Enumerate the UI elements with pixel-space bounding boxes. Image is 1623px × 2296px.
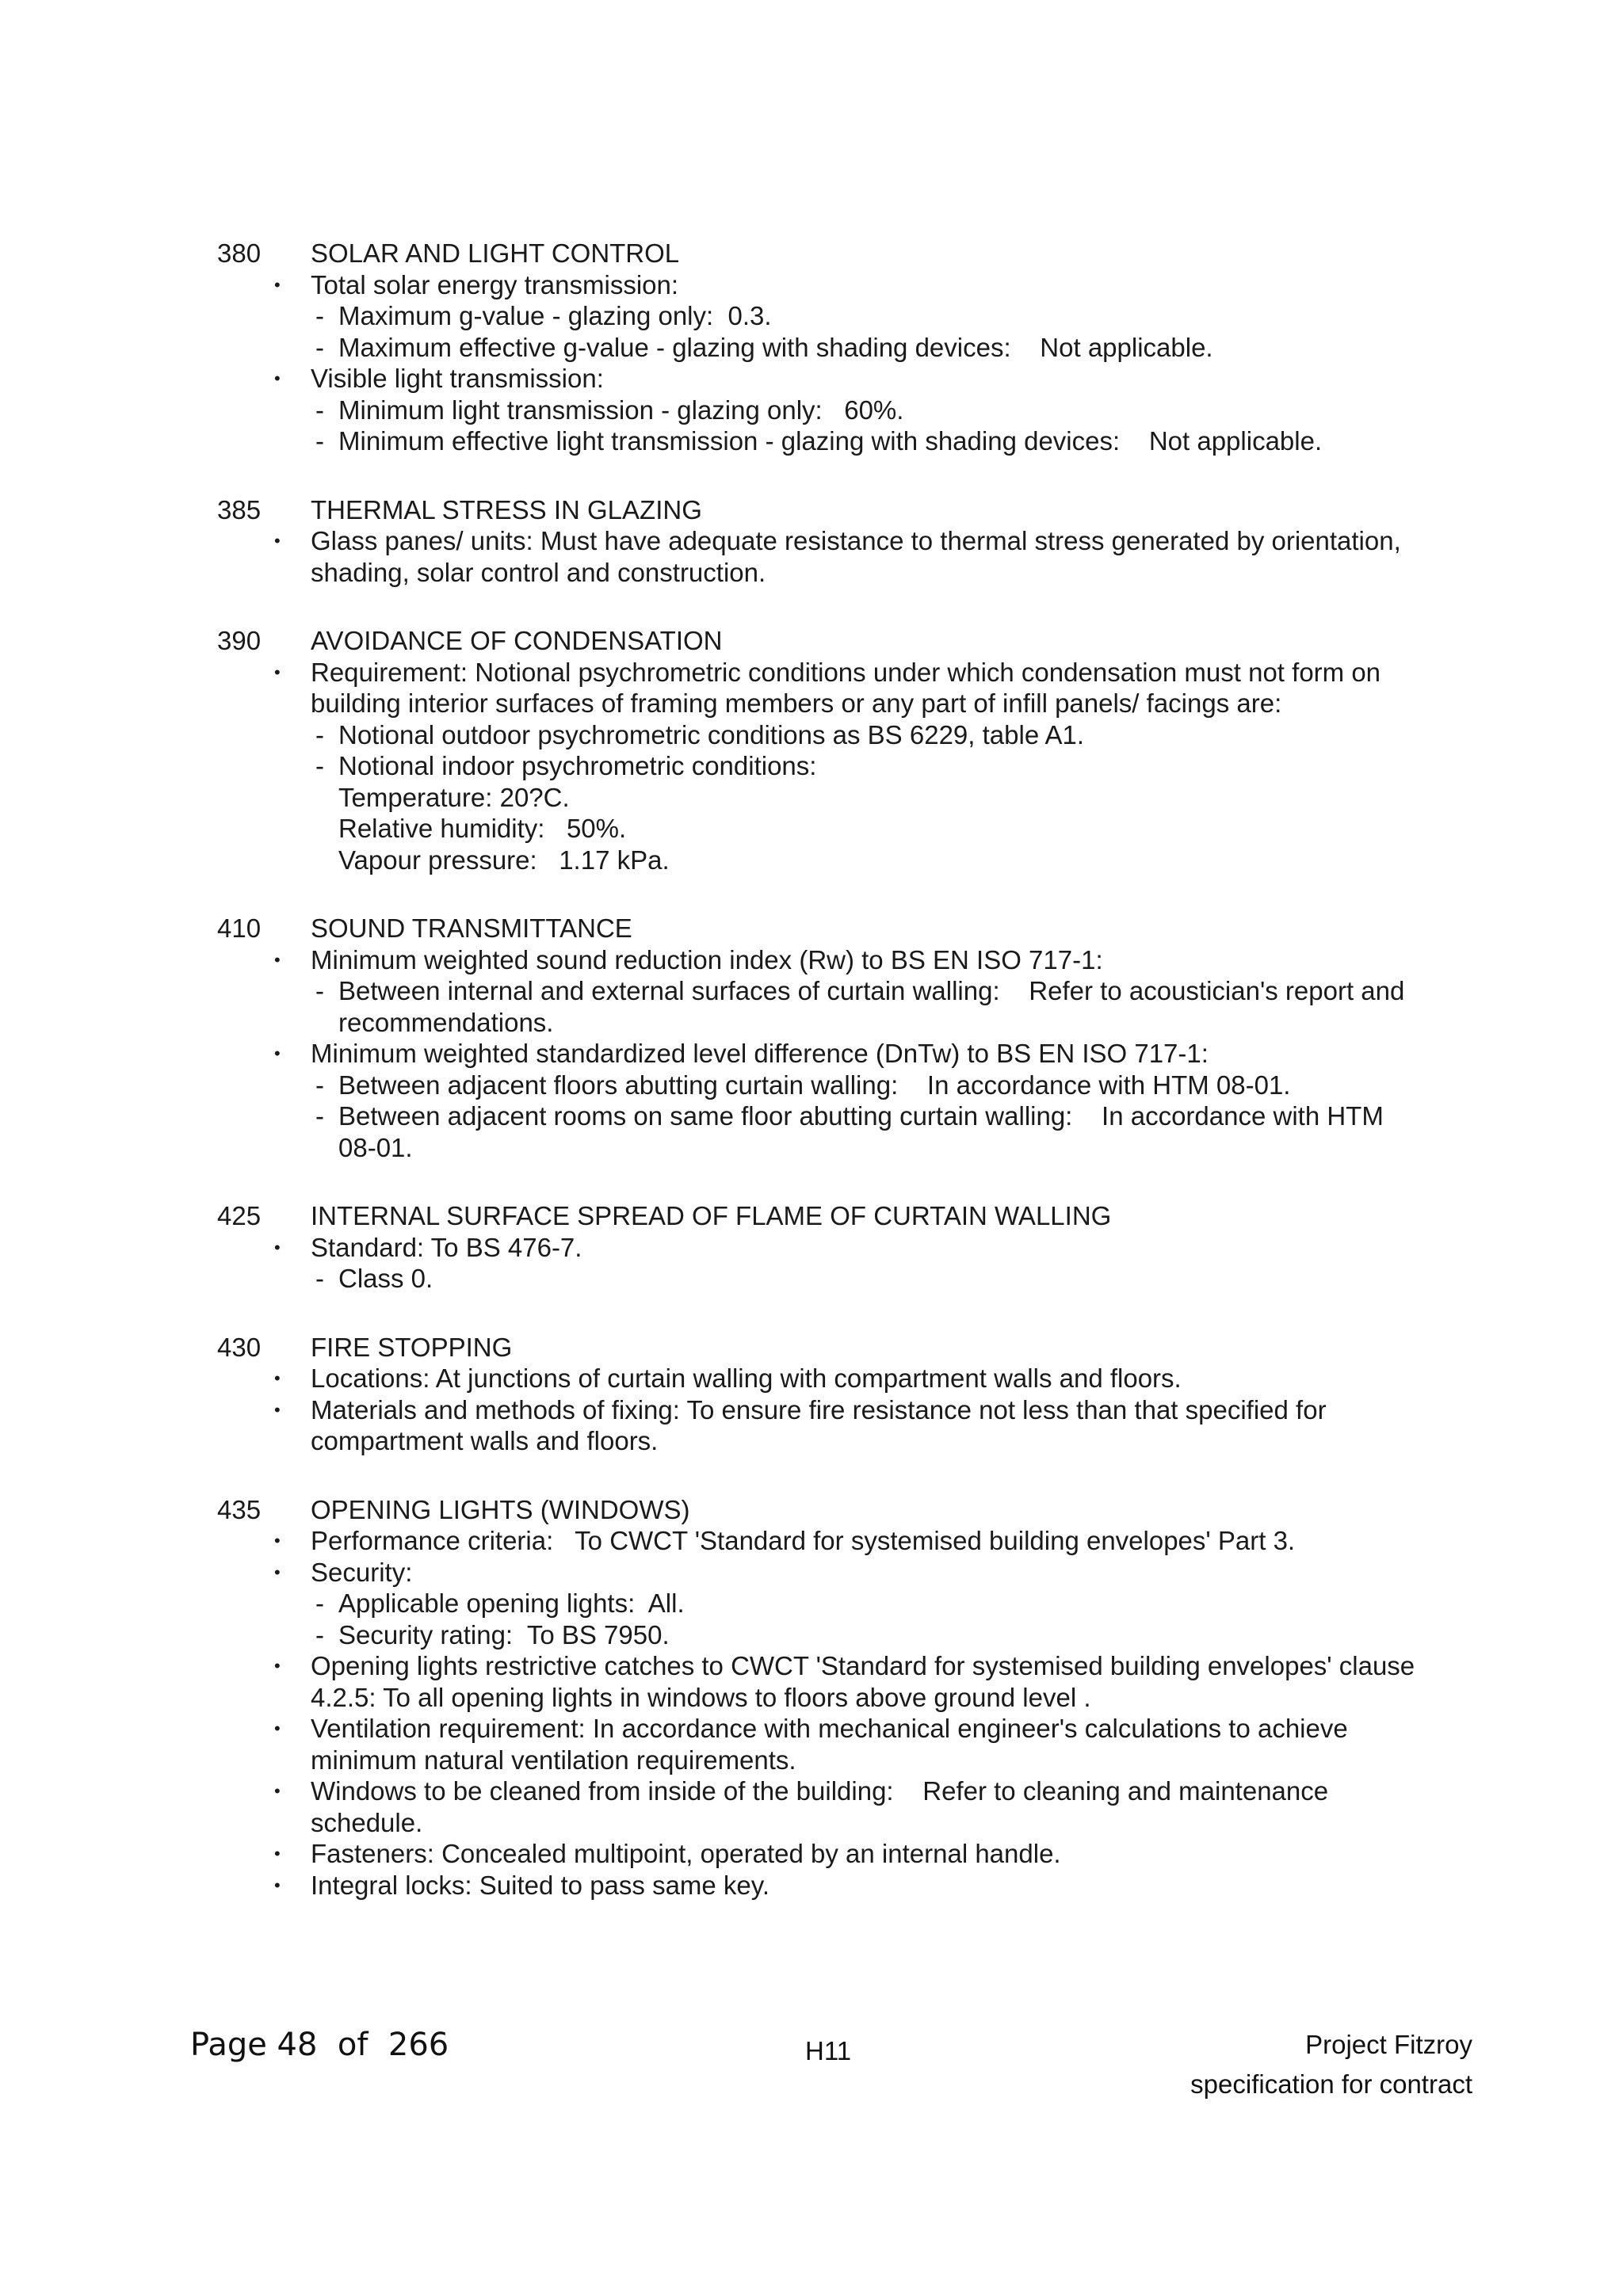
bullet-item: • Materials and methods of fixing: To ensure fire resistance not less than that specified for compartment walls and floors. (274, 1394, 1334, 1455)
dash-icon: - (315, 395, 324, 425)
sub-item: - Minimum light transmission - glazing only: 60%. (315, 395, 904, 425)
bullet-item: • Minimum weighted standardized level difference (DnTw) to BS EN ISO 717-1: (274, 1039, 1209, 1068)
footer-project-info (1190, 2025, 1472, 2104)
clause-title: AVOIDANCE OF CONDENSATION (311, 626, 723, 655)
bullet-item: • Total solar energy transmission: (274, 269, 679, 299)
bullet-icon: • (274, 662, 281, 682)
dash-icon: - (315, 751, 324, 780)
clause-heading (217, 1494, 1422, 1526)
dash-icon: - (315, 1619, 324, 1650)
bullet-item: • Opening lights restrictive catches to CWCT 'Standard for systemised building envelopes' clause 4.2.5: To all opening lights in windows to floors above ground level . (274, 1651, 1423, 1712)
clause-430 (217, 1332, 1422, 1457)
clause-number: 425 (217, 1201, 262, 1230)
clause-number: 380 (217, 238, 262, 268)
dash-icon: - (315, 1070, 324, 1100)
bullet-item: • Glass panes/ units: Must have adequate resistance to thermal stress generated by orientation, shading, solar control and construction. (274, 526, 1408, 587)
bullet-item: • Fasteners: Concealed multipoint, operated by an internal handle. (274, 1839, 1061, 1868)
bullet-item: • Windows to be cleaned from inside of the building: Refer to cleaning and maintenance schedule. (274, 1776, 1336, 1837)
clause-number: 435 (217, 1494, 262, 1524)
bullet-icon: • (274, 1043, 281, 1063)
specification-body (217, 238, 1422, 1938)
clause-number: 430 (217, 1332, 262, 1362)
clause-heading (217, 913, 1422, 944)
bullet-item: • Locations: At junctions of curtain walling with compartment walls and floors. (274, 1363, 1182, 1393)
bullet-icon: • (274, 531, 281, 551)
bullet-icon: • (274, 1781, 281, 1801)
bullet-item: • Ventilation requirement: In accordance with mechanical engineer's calculations to achieve minimum natural ventilation requirements. (274, 1714, 1355, 1775)
sub-item: - Security rating: To BS 7950. (315, 1619, 670, 1650)
clause-number: 390 (217, 626, 262, 655)
dash-icon: - (315, 976, 324, 1005)
bullet-icon: • (274, 1399, 281, 1420)
bullet-icon: • (274, 1562, 281, 1582)
clause-number: 410 (217, 913, 262, 943)
sub-item: - Class 0. (315, 1264, 433, 1293)
dash-icon: - (315, 426, 324, 456)
bullet-icon: • (274, 1656, 281, 1676)
dash-icon: - (315, 301, 324, 330)
clause-heading (217, 238, 1422, 269)
bullet-item: • Integral locks: Suited to pass same key. (274, 1870, 769, 1900)
clause-title: THERMAL STRESS IN GLAZING (311, 494, 702, 524)
condition-line: Vapour pressure: 1.17 kPa. (338, 845, 670, 875)
clause-heading (217, 494, 1422, 526)
clause-title: SOUND TRANSMITTANCE (311, 913, 632, 943)
clause-title: SOLAR AND LIGHT CONTROL (311, 238, 680, 268)
bullet-icon: • (274, 1875, 281, 1895)
page-footer (0, 2025, 1623, 2120)
clause-380 (217, 238, 1422, 457)
sub-item: - Minimum effective light transmission - glazing with shading devices: Not applicable. (315, 426, 1323, 456)
bullet-icon: • (274, 1718, 281, 1738)
sub-item: - Notional indoor psychrometric conditions: (315, 751, 817, 780)
clause-425 (217, 1200, 1422, 1295)
sub-item: - Maximum g-value - glazing only: 0.3. (315, 301, 772, 330)
clause-385 (217, 494, 1422, 589)
dash-icon: - (315, 1264, 324, 1293)
clause-heading (217, 625, 1422, 657)
section-code: H11 (805, 2036, 852, 2065)
sub-item: - Notional outdoor psychrometric conditions as BS 6229, table A1. (315, 719, 1085, 749)
clause-390 (217, 625, 1422, 875)
sub-item: - Maximum effective g-value - glazing with shading devices: Not applicable. (315, 332, 1213, 362)
dash-icon: - (315, 332, 324, 362)
clause-410 (217, 913, 1422, 1163)
document-type: specification for contract (1190, 2069, 1472, 2099)
bullet-item: • Performance criteria: To CWCT 'Standard for systemised building envelopes' Part 3. (274, 1526, 1296, 1555)
bullet-item: • Minimum weighted sound reduction index (Rw) to BS EN ISO 717-1: (274, 944, 1103, 974)
sub-item: - Between adjacent rooms on same floor abutting curtain walling: In accordance with HTM 08-01. (315, 1101, 1391, 1162)
clause-heading (217, 1200, 1422, 1232)
clause-title: FIRE STOPPING (311, 1332, 513, 1362)
sub-item: - Between internal and external surfaces of curtain walling: Refer to acoustician's report and recommendations. (315, 976, 1412, 1037)
clause-heading (217, 1332, 1422, 1363)
dash-icon: - (315, 1589, 324, 1618)
condition-line: Relative humidity: 50%. (338, 814, 627, 843)
clause-435 (217, 1494, 1422, 1901)
sub-item: - Between adjacent floors abutting curtain walling: In accordance with HTM 08-01. (315, 1070, 1291, 1100)
bullet-icon: • (274, 1531, 281, 1550)
clause-number: 385 (217, 494, 262, 524)
bullet-icon: • (274, 274, 281, 295)
bullet-item: • Requirement: Notional psychrometric conditions under which condensation must not form on building interior surfaces of framing members or any part of infill panels/ facings are: (274, 657, 1388, 718)
bullet-icon: • (274, 368, 281, 388)
bullet-icon: • (274, 949, 281, 970)
bullet-icon: • (274, 1844, 281, 1863)
condition-line: Temperature: 20?C. (338, 782, 570, 812)
clause-title: INTERNAL SURFACE SPREAD OF FLAME OF CURTAIN WALLING (311, 1201, 1112, 1230)
bullet-item: • Security: (274, 1557, 413, 1587)
bullet-icon: • (274, 1368, 281, 1388)
bullet-icon: • (274, 1237, 281, 1257)
bullet-item: • Standard: To BS 476-7. (274, 1232, 582, 1262)
sub-item: - Applicable opening lights: All. (315, 1589, 685, 1618)
dash-icon: - (315, 719, 324, 749)
bullet-item: • Visible light transmission: (274, 364, 604, 393)
clause-title: OPENING LIGHTS (WINDOWS) (311, 1494, 690, 1524)
project-name: Project Fitzroy (1305, 2030, 1472, 2059)
page-number: Page 48 of 266 (190, 2027, 449, 2063)
dash-icon: - (315, 1101, 324, 1131)
